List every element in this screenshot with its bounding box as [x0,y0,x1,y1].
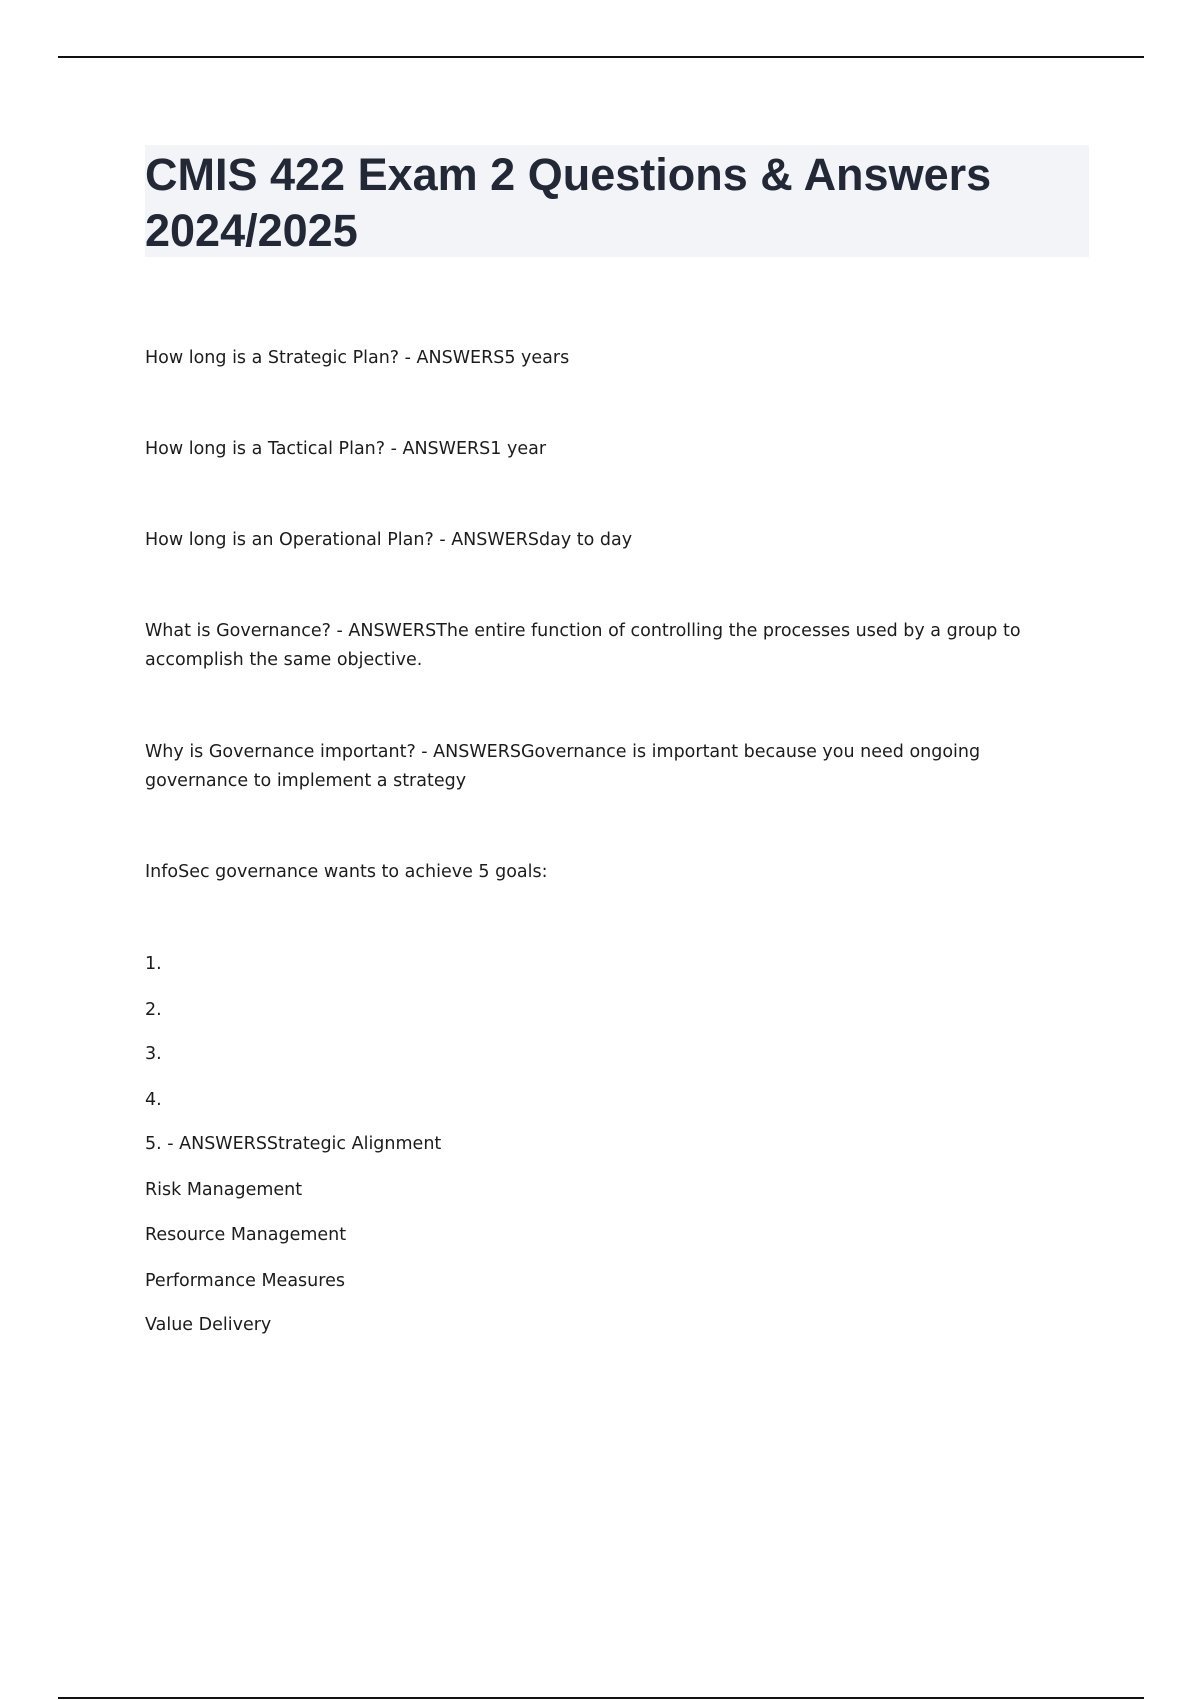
goal-risk-management: Risk Management [145,1180,303,1200]
qa-item-governance-importance: Why is Governance important? - ANSWERSGovernance is important because you need ongoing governance to implement a strategy [145,742,981,791]
top-divider [58,56,1144,58]
goal-number-3: 3. [145,1044,162,1064]
goal-number-5: 5. - ANSWERSStrategic Alignment [145,1134,442,1154]
goal-resource-management: Resource Management [145,1225,347,1245]
title-line-2: 2024/2025 [145,205,358,256]
qa-item-tactical-plan: How long is a Tactical Plan? - ANSWERS1 year [145,439,547,459]
qa-item-governance: What is Governance? - ANSWERSThe entire function of controlling the processes used by a group to accomplish the same objective. [145,621,1021,670]
goal-number-2: 2. [145,1000,162,1020]
document-title [145,147,1089,259]
goal-number-1: 1. [145,954,162,974]
qa-item-operational-plan: How long is an Operational Plan? - ANSWERSday to day [145,530,633,550]
bottom-divider [58,1697,1144,1699]
title-line-1: CMIS 422 Exam 2 Questions & Answers [145,149,992,200]
goal-value-delivery: Value Delivery [145,1315,272,1335]
qa-item-strategic-plan: How long is a Strategic Plan? - ANSWERS5 years [145,348,570,368]
qa-item-infosec-goals: InfoSec governance wants to achieve 5 goals: [145,862,548,882]
goal-number-4: 4. [145,1090,162,1110]
goal-performance-measures: Performance Measures [145,1271,345,1291]
